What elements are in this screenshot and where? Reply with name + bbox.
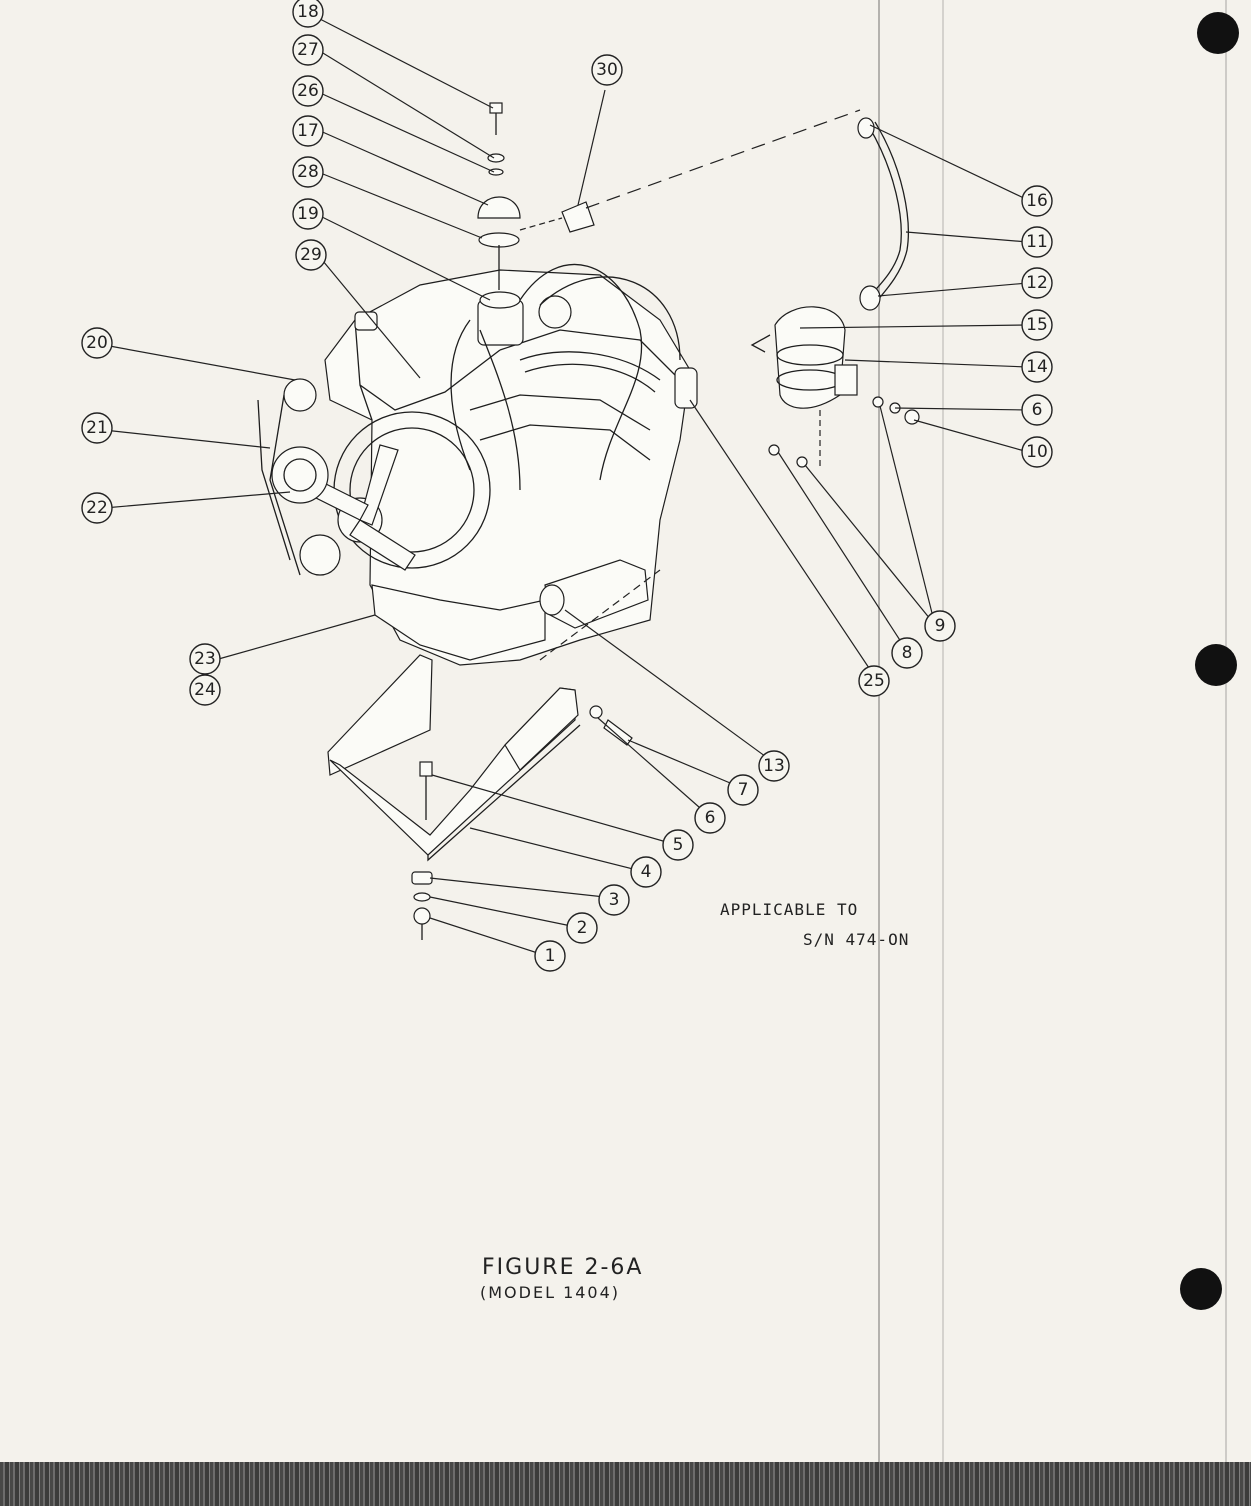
svg-text:29: 29 [300, 245, 322, 265]
callout-13 [759, 751, 789, 781]
callout-16 [1022, 186, 1052, 216]
svg-text:19: 19 [297, 204, 319, 224]
engine-drawing [258, 264, 697, 665]
callout-23 [190, 644, 220, 674]
callout-28 [293, 157, 323, 187]
callout-15 [1022, 310, 1052, 340]
svg-text:11: 11 [1026, 232, 1048, 252]
svg-text:18: 18 [297, 2, 319, 22]
fuel-filter-parts [752, 118, 919, 470]
callout-4 [631, 857, 661, 887]
callout-8 [892, 638, 922, 668]
svg-text:23: 23 [194, 649, 216, 669]
svg-text:15: 15 [1026, 315, 1048, 335]
callout-1 [535, 941, 565, 971]
callout-26 [293, 76, 323, 106]
svg-text:30: 30 [596, 60, 618, 80]
svg-text:27: 27 [297, 40, 319, 60]
callout-21 [82, 413, 112, 443]
svg-text:1: 1 [544, 946, 556, 966]
callout-11 [1022, 227, 1052, 257]
applicability-note-line2: S/N 474-ON [803, 930, 910, 949]
callout-6-upper [1022, 395, 1052, 425]
applicability-note-line1: APPLICABLE TO [720, 900, 859, 919]
callout-3 [599, 885, 629, 915]
svg-text:3: 3 [608, 890, 620, 910]
svg-text:17: 17 [297, 121, 319, 141]
svg-text:14: 14 [1026, 357, 1048, 377]
callout-6-lower [695, 803, 725, 833]
callout-12 [1022, 268, 1052, 298]
callout-29 [296, 240, 326, 270]
callout-5 [663, 830, 693, 860]
svg-text:28: 28 [297, 162, 319, 182]
callout-24 [190, 675, 220, 705]
callout-14 [1022, 352, 1052, 382]
callout-25 [859, 666, 889, 696]
figure-subtitle: (MODEL 1404) [480, 1283, 621, 1302]
svg-text:22: 22 [86, 498, 108, 518]
svg-text:8: 8 [901, 643, 913, 663]
svg-text:4: 4 [640, 862, 652, 882]
svg-text:24: 24 [194, 680, 216, 700]
callout-30 [592, 55, 622, 85]
callout-17 [293, 116, 323, 146]
callout-18 [293, 0, 323, 27]
svg-text:26: 26 [297, 81, 319, 101]
svg-text:7: 7 [737, 780, 749, 800]
air-cleaner-parts [478, 103, 860, 290]
svg-text:9: 9 [934, 616, 946, 636]
svg-text:20: 20 [86, 333, 108, 353]
svg-text:6: 6 [1031, 400, 1043, 420]
callout-20 [82, 328, 112, 358]
svg-text:10: 10 [1026, 442, 1048, 462]
callout-22 [82, 493, 112, 523]
svg-text:5: 5 [672, 835, 684, 855]
svg-text:16: 16 [1026, 191, 1048, 211]
callout-7 [728, 775, 758, 805]
callout-9 [925, 611, 955, 641]
callout-19 [293, 199, 323, 229]
svg-text:25: 25 [863, 671, 885, 691]
svg-text:12: 12 [1026, 273, 1048, 293]
svg-text:6: 6 [704, 808, 716, 828]
svg-text:2: 2 [576, 918, 588, 938]
callout-2 [567, 913, 597, 943]
svg-text:13: 13 [763, 756, 785, 776]
callout-27 [293, 35, 323, 65]
svg-text:21: 21 [86, 418, 108, 438]
figure-title: FIGURE 2-6A [482, 1255, 644, 1280]
callout-10 [1022, 437, 1052, 467]
